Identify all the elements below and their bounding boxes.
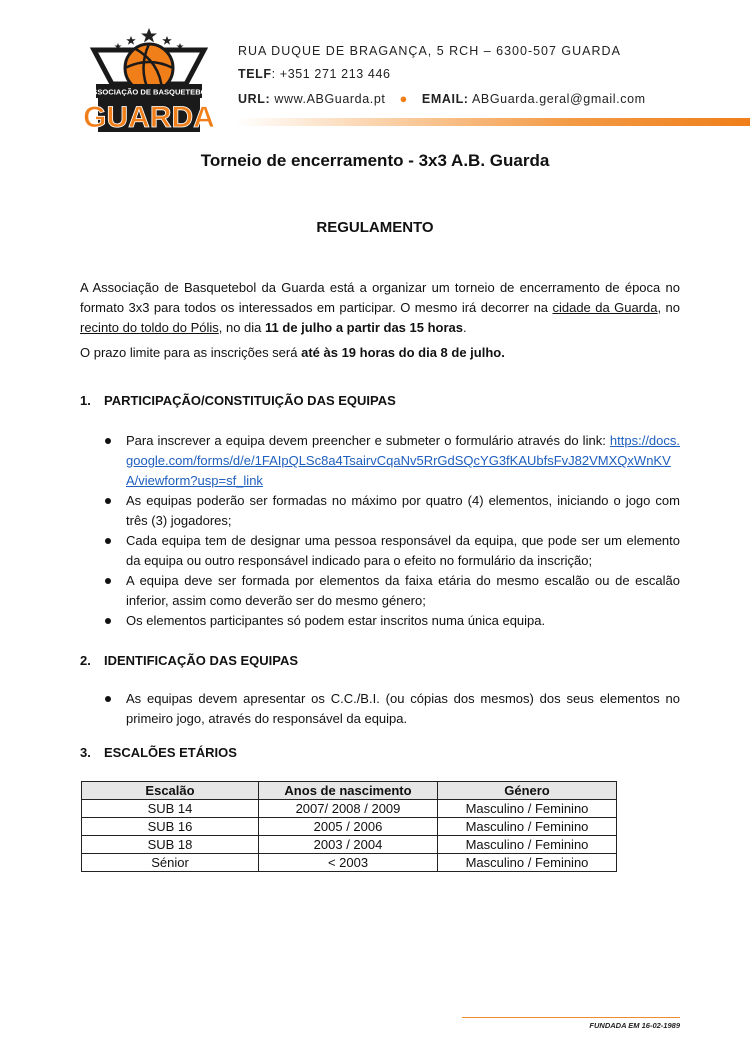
- section-1-list: [104, 431, 680, 631]
- list-item: As equipas devem apresentar os C.C./B.I. (ou cópias dos mesmos) dos seus elementos no primeiro jogo, através do responsável da equipa.: [104, 689, 680, 729]
- deadline-text: O prazo limite para as inscrições será: [80, 345, 302, 360]
- address-line: RUA DUQUE DE BRAGANÇA, 5 RCH – 6300-507 GUARDA: [238, 44, 621, 58]
- section-number: 3.: [80, 745, 91, 760]
- table-cell: SUB 16: [82, 818, 259, 836]
- logo-banner-text: ASSOCIAÇÃO DE BASQUETEBOL: [86, 87, 212, 97]
- table-header: Escalão: [82, 782, 259, 800]
- table-cell: Masculino / Feminino: [438, 854, 617, 872]
- table-cell: SUB 14: [82, 800, 259, 818]
- location-city: cidade da Guarda: [552, 300, 658, 315]
- phone-value: : +351 271 213 446: [271, 67, 391, 81]
- table-row: [82, 836, 617, 854]
- intro-text: , no: [657, 300, 680, 315]
- deadline-date: até às 19 horas do dia 8 de julho.: [301, 345, 505, 360]
- document-subtitle: REGULAMENTO: [316, 219, 434, 236]
- section-title: PARTICIPAÇÃO/CONSTITUIÇÃO DAS EQUIPAS: [104, 393, 396, 408]
- list-item: Cada equipa tem de designar uma pessoa responsável da equipa, que pode ser um elemento da equipa ou outro responsável indicado para o efeito no formulário da inscrição;: [104, 531, 680, 571]
- section-2-list: [104, 689, 680, 729]
- table-cell: Sénior: [82, 854, 259, 872]
- section-title: IDENTIFICAÇÃO DAS EQUIPAS: [104, 653, 299, 668]
- table-cell: < 2003: [259, 854, 438, 872]
- table-header: Anos de nascimento: [259, 782, 438, 800]
- section-number: 2.: [80, 653, 91, 668]
- table-header: Género: [438, 782, 617, 800]
- intro-paragraph: [80, 278, 680, 338]
- table-cell: Masculino / Feminino: [438, 836, 617, 854]
- intro-text: .: [463, 320, 467, 335]
- logo-main-text: GUARDA: [83, 101, 215, 134]
- deadline-paragraph: [80, 343, 680, 363]
- table-cell: 2007/ 2008 / 2009: [259, 800, 438, 818]
- section-3-heading: [80, 745, 237, 760]
- table-cell: SUB 18: [82, 836, 259, 854]
- table-cell: Masculino / Feminino: [438, 800, 617, 818]
- list-item: A equipa deve ser formada por elementos da faixa etária do mesmo escalão ou de escalão inferior, assim como deverão ser do mesmo género;: [104, 571, 680, 611]
- url-label: URL:: [238, 92, 271, 106]
- section-title: ESCALÕES ETÁRIOS: [104, 745, 237, 760]
- table-cell: Masculino / Feminino: [438, 818, 617, 836]
- table-cell: 2005 / 2006: [259, 818, 438, 836]
- age-groups-table: [81, 781, 617, 872]
- table-cell: 2003 / 2004: [259, 836, 438, 854]
- phone-line: [238, 67, 391, 81]
- list-item: As equipas poderão ser formadas no máximo por quatro (4) elementos, iniciando o jogo com três (3) jogadores;: [104, 491, 680, 531]
- registration-form-link[interactable]: https://docs.google.com/forms/d/e/1FAIpQLSc8a4TsairvCqaNv5RrGdSQcYG3fKAUbfsFvJ82VMXQxWnKVA/viewform?usp=sf_link: [126, 433, 680, 488]
- table-row: [82, 818, 617, 836]
- url-value[interactable]: www.ABGuarda.pt: [270, 92, 386, 106]
- list-item: Os elementos participantes só podem estar inscritos numa única equipa.: [104, 611, 680, 631]
- email-label: EMAIL:: [421, 92, 469, 106]
- email-value[interactable]: ABGuarda.geral@gmail.com: [468, 92, 646, 106]
- intro-text: , no dia: [218, 320, 266, 335]
- table-row: [82, 800, 617, 818]
- location-venue: recinto do toldo do Pólis: [80, 320, 219, 335]
- header-divider: [236, 118, 750, 126]
- list-item-text: Para inscrever a equipa devem preencher e submeter o formulário através do link:: [126, 433, 610, 448]
- section-1-heading: [80, 393, 396, 408]
- footer-founded: FUNDADA EM 16-02-1989: [589, 1021, 680, 1030]
- association-logo: [83, 26, 215, 136]
- phone-label: TELF: [238, 67, 272, 81]
- list-item: [104, 431, 680, 491]
- contact-line: [238, 91, 646, 106]
- section-2-heading: [80, 653, 298, 668]
- separator-dot-icon: ●: [399, 91, 408, 106]
- document-title: Torneio de encerramento - 3x3 A.B. Guarda: [200, 151, 550, 170]
- event-date: 11 de julho a partir das 15 horas: [265, 320, 463, 335]
- intro-text: A Associação de Basquetebol da Guarda está a organizar um torneio de encerramento de época no formato 3x3 para todos os interessados em participar. O mesmo irá decorrer na: [80, 280, 680, 315]
- table-header-row: [82, 782, 617, 800]
- footer-divider: [462, 1017, 680, 1018]
- section-number: 1.: [80, 393, 91, 408]
- table-row: [82, 854, 617, 872]
